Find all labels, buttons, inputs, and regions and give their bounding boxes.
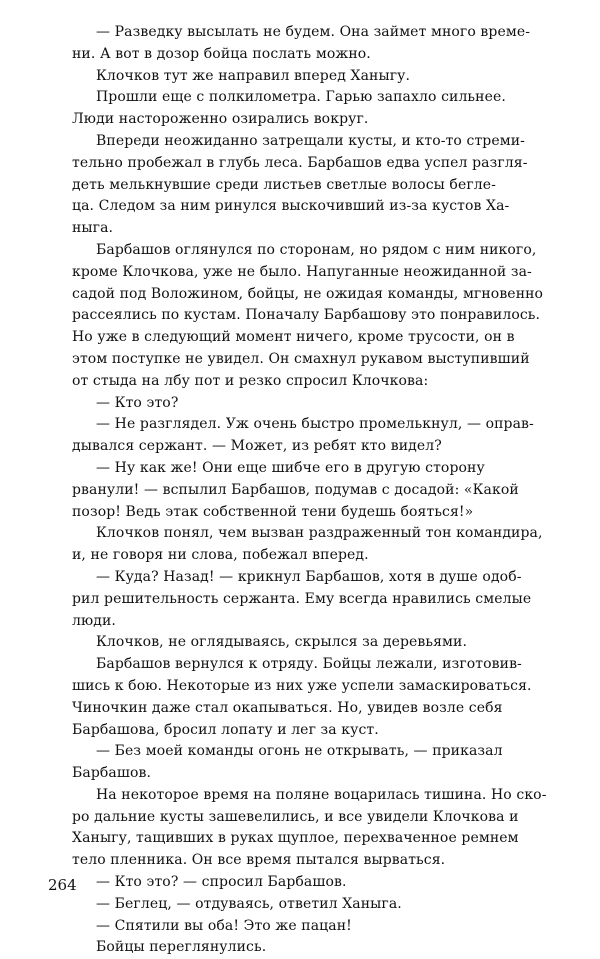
text-line: дывался сержант. — Может, из ребят кто видел? — [72, 438, 442, 455]
paragraph — [48, 22, 558, 66]
paragraph — [48, 785, 558, 872]
text-line: ца. Следом за ним ринулся выскочивший из-за кустов Ха- — [72, 198, 510, 215]
paragraph — [48, 872, 558, 894]
paragraph — [48, 458, 558, 523]
text-line: — Кто это? — [96, 394, 179, 411]
paragraph — [48, 654, 558, 741]
text-line: садой под Воложином, бойцы, не ожидая команды, мгновенно — [72, 285, 544, 302]
paragraph — [48, 393, 558, 415]
text-line: — Кто это? — спросил Барбашов. — [96, 874, 347, 891]
text-line: Клочков, не оглядываясь, скрылся за деревьями. — [96, 634, 468, 651]
page-body — [48, 22, 558, 959]
text-line: — Не разглядел. Уж очень быстро промелькнул, — оправ- — [96, 416, 534, 433]
text-line: Барбашов вернулся к отряду. Бойцы лежали, изготовив- — [96, 656, 522, 673]
text-line: этом поступке не увидел. Он смахнул рукавом выступивший — [72, 350, 530, 367]
paragraph — [48, 937, 558, 959]
text-line: Клочков понял, чем вызван раздраженный тон командира, — [96, 525, 543, 542]
text-line: от стыда на лбу пот и резко спросил Клочкова: — [72, 372, 429, 389]
text-line: Но уже в следующий момент ничего, кроме трусости, он в — [72, 329, 515, 346]
paragraph — [48, 894, 558, 916]
text-line: Бойцы переглянулись. — [96, 939, 267, 956]
text-line: Чиночкин даже стал окапываться. Но, увидев возле себя — [72, 699, 503, 716]
text-line: Клочков тут же направил вперед Ханыгу. — [96, 67, 411, 84]
text-line: позор! Ведь этак собственной тени будешь бояться!» — [72, 503, 474, 520]
text-line: тело пленника. Он все время пытался вырваться. — [72, 852, 446, 869]
text-line: и, не говоря ни слова, побежал вперед. — [72, 547, 369, 564]
paragraph — [48, 131, 558, 240]
paragraph — [48, 741, 558, 785]
text-line: рассеялись по кустам. Поначалу Барбашову это понравилось. — [72, 307, 541, 324]
paragraph — [48, 916, 558, 938]
text-line: Прошли еще с полкилометра. Гарью запахло сильнее. — [96, 89, 506, 106]
text-line: — Без моей команды огонь не открывать, — приказал — [96, 743, 503, 760]
text-line: — Спятили вы оба! Это же пацан! — [96, 917, 352, 934]
text-line: На некоторое время на поляне воцарилась тишина. Но ско- — [96, 786, 547, 803]
text-line: — Беглец, — отдуваясь, ответил Ханыга. — [96, 895, 402, 912]
text-line: люди. — [72, 612, 116, 629]
text-line: — Куда? Назад! — крикнул Барбашов, хотя в душе одоб- — [96, 568, 522, 585]
paragraph — [48, 240, 558, 393]
text-line: Люди настороженно озирались вокруг. — [72, 111, 369, 128]
paragraph — [48, 66, 558, 88]
text-line: деть мелькнувшие среди листьев светлые волосы беглe- — [72, 176, 496, 193]
text-line: — Разведку высылать не будем. Она займет много време- — [96, 24, 531, 40]
text-line: Барбашова, бросил лопату и лег за куст. — [72, 721, 379, 738]
page-number: 264 — [48, 876, 77, 894]
text-line: Барбашов. — [72, 765, 152, 782]
paragraph — [48, 523, 558, 567]
text-line: Впереди неожиданно затрещали кусты, и кто-то стреми- — [96, 132, 525, 149]
text-line: тельно пробежал в глубь леса. Барбашов едва успел разгля- — [72, 154, 528, 171]
text-line: кроме Клочкова, уже не было. Напуганные неожиданной за- — [72, 263, 532, 280]
text-line: рил решительность сержанта. Ему всегда нравились смелые — [72, 590, 532, 607]
text-line: шись к бою. Некоторые из них уже успели замаскироваться. — [72, 677, 532, 694]
text-line: ни. А вот в дозор бойца послать можно. — [72, 45, 371, 62]
text-line: — Ну как же! Они еще шибче его в другую сторону — [96, 459, 485, 476]
text-line: ро дальние кусты зашевелились, и все увидели Клочкова и — [72, 808, 519, 825]
paragraph — [48, 632, 558, 654]
text-line: рванули! — вспылил Барбашов, подумав с досадой: «Какой — [72, 481, 519, 498]
text-line: ныга. — [72, 220, 114, 237]
paragraph — [48, 414, 558, 458]
paragraph — [48, 87, 558, 131]
paragraph — [48, 567, 558, 632]
text-line: Ханыгу, тащивших в руках щуплое, перехваченное ремнем — [72, 830, 519, 847]
text-line: Барбашов оглянулся по сторонам, но рядом с ним никого, — [96, 241, 537, 258]
